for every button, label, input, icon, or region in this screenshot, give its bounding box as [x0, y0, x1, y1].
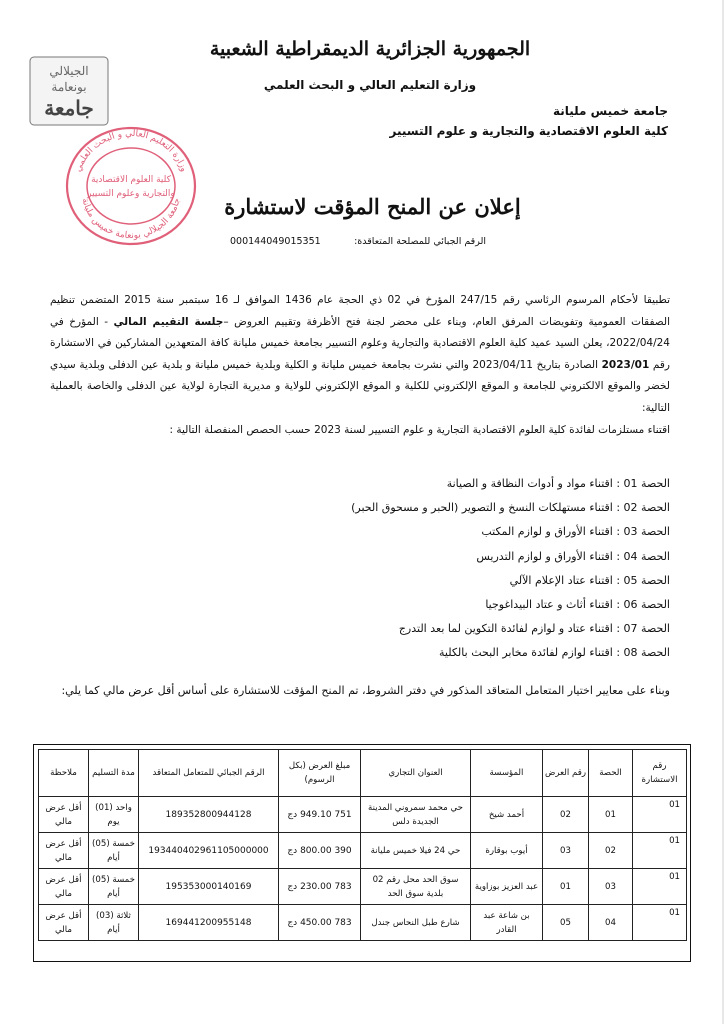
header-tax-id: الرقم الجبائي للمتعامل المتعاقد — [139, 750, 279, 797]
cell-tax-id: 193440402961105000000 — [139, 833, 279, 869]
award-table-frame — [33, 744, 691, 962]
cell-note: أقل عرض مالي — [39, 905, 89, 941]
university-name: جامعة خميس مليانة — [552, 104, 668, 118]
para-part3: الصادرة بتاريخ 2023/04/11 والتي نشرت بجامعة خميس مليانة و الكلية وبلدية خميس مليانة و بلدية عين الدفلى وبلدية سيدي لخضر والموقع الالكتروني للجامعة و الموقع الإلكتروني للكلية و الموقع الإلكتروني للولاية و مديرية التجارة لولاية عين الدفلى والخاصة بالعملية التالية: — [50, 358, 670, 414]
cell-consultation: 01 — [633, 797, 687, 833]
republic-header: الجمهورية الجزائرية الديمقراطية الشعبية — [209, 38, 531, 60]
cell-consultation: 01 — [633, 869, 687, 905]
lots-list — [250, 472, 670, 666]
cell-tax-id: 169441200955148 — [139, 905, 279, 941]
list-item: الحصة 05 : اقتناء عتاد الإعلام الآلي — [509, 573, 670, 587]
award-table — [38, 749, 687, 941]
para-bold2: 2023/01 — [601, 358, 650, 371]
cell-offer: 01 — [543, 869, 589, 905]
ministry-header: وزارة التعليم العالي و البحث العلمي — [263, 78, 477, 92]
closing-sentence: وبناء على معايير اختيار المتعامل المتعاقد المذكور في دفتر الشروط، تم المنح المؤقت للاستشارة على أساس أقل عرض مالي كما يلي: — [61, 684, 670, 697]
stamp-bottom-text: جامعة الجيلالي بونعامة خميس مليانة — [79, 197, 183, 242]
logo-text-mid: بونعامة — [51, 80, 87, 94]
table-header-row — [39, 750, 687, 797]
announcement-title: إعلان عن المنح المؤقت لاستشارة — [224, 194, 521, 219]
para-last-line: اقتناء مستلزمات لفائدة كلية العلوم الاقتصادية التجارية و علوم التسيير لسنة 2023 حسب الحصص المنفصلة التالية : — [169, 423, 670, 436]
logo-text-top: الجيلالي — [49, 64, 89, 78]
header-company: المؤسسة — [471, 750, 543, 797]
list-item: الحصة 02 : اقتناء مستهلكات النسخ و التصوير (الحبر و مسحوق الحبر) — [351, 501, 670, 515]
header-consultation: رقم الاستشارة — [633, 750, 687, 797]
cell-note: أقل عرض مالي — [39, 833, 89, 869]
cell-company: أيوب بوقارة — [471, 833, 543, 869]
table-row — [39, 833, 687, 869]
para-part2: - المؤرخ في 2022/04/24، يعلن السيد عميد كلية العلوم الاقتصادية والتجارية وعلوم التسيير بجامعة خميس مليانة كافة المتعهدين المشاركين في الاستشارة رقم — [50, 315, 671, 371]
header-note: ملاحظة — [39, 750, 89, 797]
cell-tax-id: 195353000140169 — [139, 869, 279, 905]
cell-amount: 751 949.10 دج — [279, 797, 361, 833]
cell-offer: 05 — [543, 905, 589, 941]
list-item: الحصة 08 : اقتناء لوازم لفائدة مخابر البحث بالكلية — [439, 646, 670, 660]
header-lot: الحصة — [589, 750, 633, 797]
cell-amount: 390 800.00 دج — [279, 833, 361, 869]
logo-text-bottom: جامعة — [44, 96, 94, 120]
stamp-center-line2: والتجارية وعلوم التسيير — [87, 189, 175, 199]
header-amount: مبلغ العرض (بكل الرسوم) — [279, 750, 361, 797]
cell-consultation: 01 — [633, 905, 687, 941]
cell-address: حي 24 فيلا خميس مليانة — [361, 833, 471, 869]
body-paragraph — [50, 290, 670, 441]
cell-delivery: خمسة (05) أيام — [89, 833, 139, 869]
list-item: الحصة 01 : اقتناء مواد و أدوات النظافة و الصيانة — [446, 477, 670, 490]
cell-amount: 783 230.00 دج — [279, 869, 361, 905]
cell-lot: 04 — [589, 905, 633, 941]
header-offer-number: رقم العرض — [543, 750, 589, 797]
tax-id-label: الرقم الجبائي للمصلحة المتعاقدة: — [354, 236, 486, 247]
cell-lot: 01 — [589, 797, 633, 833]
cell-address: سوق الحد محل رقم 02 بلدية سوق الحد — [361, 869, 471, 905]
cell-address: حي محمد سمروني المدينة الجديدة دلس — [361, 797, 471, 833]
cell-address: شارع طبل النحاس جندل — [361, 905, 471, 941]
cell-delivery: ثلاثة (03) أيام — [89, 905, 139, 941]
table-row — [39, 869, 687, 905]
cell-lot: 03 — [589, 869, 633, 905]
cell-amount: 783 450.00 دج — [279, 905, 361, 941]
svg-text:وزارة التعليم العالي و البحث ا — [73, 129, 188, 173]
cell-offer: 02 — [543, 797, 589, 833]
para-bold1: جلسة التقييم المالي — [113, 315, 224, 328]
faculty-name: كلية العلوم الاقتصادية والتجارية و علوم التسيير — [389, 124, 668, 138]
cell-company: بن شاعة عبد القادر — [471, 905, 543, 941]
tax-id-value: 000144049015351 — [230, 236, 321, 247]
table-row — [39, 797, 687, 833]
stamp-center-line1: كلية العلوم الاقتصادية — [91, 175, 171, 185]
cell-offer: 03 — [543, 833, 589, 869]
para-part1: تطبيقا لأحكام المرسوم الرئاسي رقم 247/15 المؤرخ في 02 ذي الحجة عام 1436 الموافق لـ 16 سبتمبر سنة 2015 المتضمن تنظيم الصفقات العمومية وتفويضات المرفق العام، وبناء على محضر لجنة فتح الأظرفة وتقييم العروض – — [50, 294, 671, 328]
stamp-ring-text: وزارة التعليم العالي و البحث العلمي — [73, 128, 189, 174]
table-row — [39, 905, 687, 941]
header-address: العنوان التجاري — [361, 750, 471, 797]
cell-company: أحمد شيخ — [471, 797, 543, 833]
cell-lot: 02 — [589, 833, 633, 869]
official-stamp — [58, 120, 204, 250]
cell-tax-id: 189352800944128 — [139, 797, 279, 833]
cell-consultation: 01 — [633, 833, 687, 869]
cell-note: أقل عرض مالي — [39, 797, 89, 833]
university-logo — [28, 55, 110, 127]
list-item: الحصة 07 : اقتناء عتاد و لوازم لفائدة التكوين لما بعد التدرج — [398, 622, 670, 636]
cell-delivery: خمسة (05) أيام — [89, 869, 139, 905]
list-item: الحصة 06 : اقتناء أثاث و عتاد البيداغوجيا — [485, 597, 670, 611]
cell-delivery: واحد (01) يوم — [89, 797, 139, 833]
list-item: الحصة 04 : اقتناء الأوراق و لوازم التدريس — [476, 549, 670, 563]
list-item: الحصة 03 : اقتناء الأوراق و لوازم المكتب — [481, 525, 670, 539]
cell-company: عبد العزيز بوزاوية — [471, 869, 543, 905]
header-delivery: مدة التسليم — [89, 750, 139, 797]
cell-note: أقل عرض مالي — [39, 869, 89, 905]
